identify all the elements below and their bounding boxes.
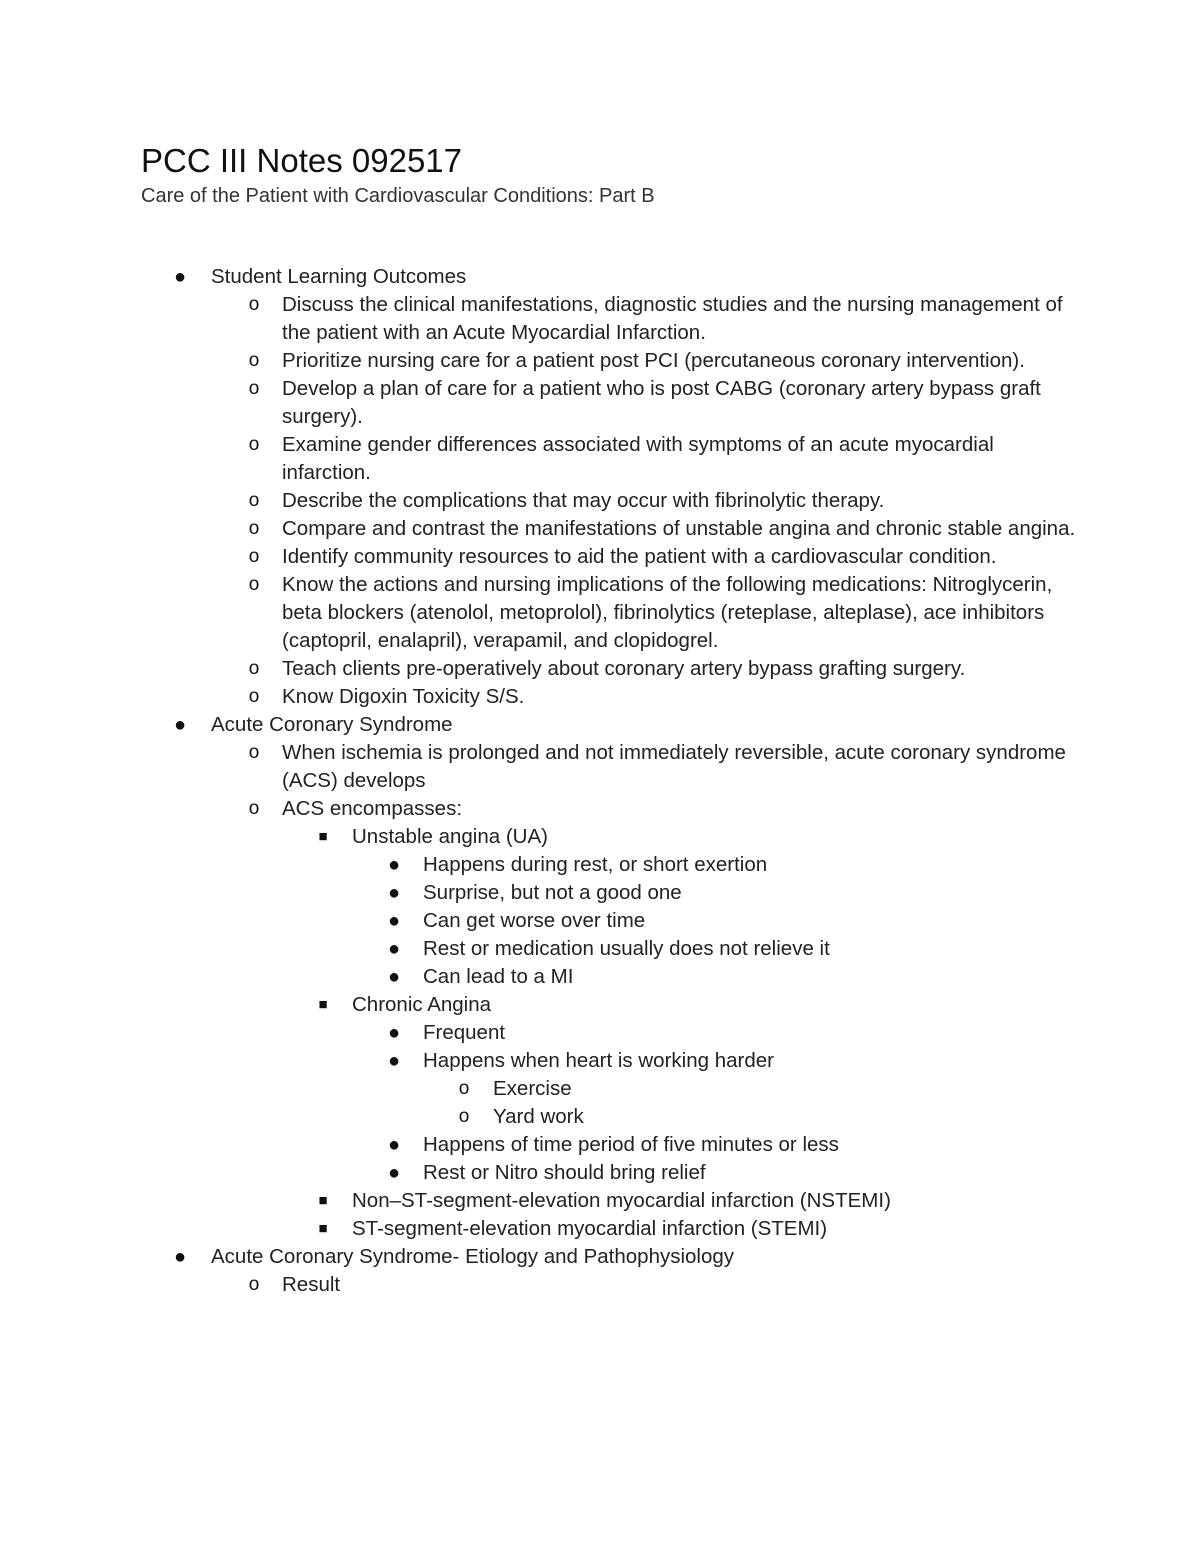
list-item-text: Acute Coronary Syndrome [211,713,453,736]
list-item-level-2 [0,347,1100,375]
bullet-icon: ● [173,714,187,736]
page-title: PCC III Notes 092517 [141,142,463,179]
list-item-level-3 [0,823,1100,851]
circle-bullet-icon: o [248,798,260,819]
list-item-text: Develop a plan of care for a patient who is post CABG (coronary artery bypass graft surgery). [282,377,1041,428]
list-item-level-4 [0,963,1100,991]
list-item-level-5 [0,1075,1100,1103]
list-item-text: ST-segment-elevation myocardial infarction (STEMI) [352,1217,828,1240]
list-item-text: Happens when heart is working harder [423,1049,774,1072]
list-item-level-5 [0,1103,1100,1131]
bullet-icon: ● [173,1246,187,1268]
list-item-text: Happens during rest, or short exertion [423,853,768,876]
list-item-text: Prioritize nursing care for a patient post PCI (percutaneous coronary intervention). [282,349,1025,372]
bullet-icon: ● [387,1162,401,1184]
list-item-text: Compare and contrast the manifestations of unstable angina and chronic stable angina. [282,517,1076,540]
list-item-text: Rest or medication usually does not relieve it [423,937,830,960]
circle-bullet-icon: o [248,658,260,679]
list-item-text: Examine gender differences associated with symptoms of an acute myocardial infarction. [282,433,994,484]
square-bullet-icon: ■ [318,828,328,845]
list-item-text: Can get worse over time [423,909,646,932]
list-item-text: Non–ST-segment-elevation myocardial infarction (NSTEMI) [352,1189,891,1212]
list-item-text: Surprise, but not a good one [423,881,682,904]
list-item-level-1 [0,263,1100,291]
bullet-icon: ● [387,854,401,876]
list-item-text: Know Digoxin Toxicity S/S. [282,685,525,708]
list-item-text: Discuss the clinical manifestations, diagnostic studies and the nursing management of the patient with an Acute Myocardial Infarction. [282,293,1063,344]
bullet-icon: ● [387,1050,401,1072]
list-item-level-2 [0,375,1100,431]
list-item-level-2 [0,543,1100,571]
list-item-text: ACS encompasses: [282,797,463,820]
bullet-icon: ● [387,1022,401,1044]
list-item-text: Exercise [493,1077,572,1100]
list-item-text: Describe the complications that may occur with fibrinolytic therapy. [282,489,885,512]
circle-bullet-icon: o [248,574,260,595]
list-item-level-4 [0,879,1100,907]
square-bullet-icon: ■ [318,996,328,1013]
circle-bullet-icon: o [458,1106,470,1127]
list-item-level-4 [0,1047,1100,1075]
list-item-level-2 [0,487,1100,515]
list-item-text: Result [282,1273,341,1296]
list-item-level-3 [0,1187,1100,1215]
list-item-text: Acute Coronary Syndrome- Etiology and Pathophysiology [211,1245,735,1268]
list-item-text: Identify community resources to aid the patient with a cardiovascular condition. [282,545,997,568]
list-item-text: Unstable angina (UA) [352,825,548,848]
list-item-level-4 [0,1131,1100,1159]
circle-bullet-icon: o [248,490,260,511]
square-bullet-icon: ■ [318,1192,328,1209]
list-item-text: Student Learning Outcomes [211,265,467,288]
circle-bullet-icon: o [248,350,260,371]
circle-bullet-icon: o [248,518,260,539]
list-item-text: Know the actions and nursing implications of the following medications: Nitroglycerin, beta blockers (atenolol, metoprolol), fibrinolytics (reteplase, alteplase), ace inhibitors (captopril, enalapril), verapamil, and clopidogrel. [282,573,1053,652]
list-item-text: Happens of time period of five minutes or less [423,1133,839,1156]
bullet-icon: ● [173,266,187,288]
list-item-level-4 [0,935,1100,963]
list-item-level-2 [0,431,1100,487]
circle-bullet-icon: o [248,686,260,707]
list-item-level-3 [0,991,1100,1019]
bullet-icon: ● [387,966,401,988]
notes-outline [0,263,1100,1299]
list-item-level-2 [0,571,1100,655]
page-subtitle: Care of the Patient with Cardiovascular Conditions: Part B [141,185,655,207]
circle-bullet-icon: o [248,294,260,315]
list-item-level-2 [0,1271,1100,1299]
circle-bullet-icon: o [248,378,260,399]
circle-bullet-icon: o [248,742,260,763]
bullet-icon: ● [387,1134,401,1156]
list-item-text: Frequent [423,1021,506,1044]
list-item-level-4 [0,907,1100,935]
list-item-text: When ischemia is prolonged and not immediately reversible, acute coronary syndrome (ACS) develops [282,741,1066,792]
square-bullet-icon: ■ [318,1220,328,1237]
list-item-text: Rest or Nitro should bring relief [423,1161,706,1184]
list-item-text: Chronic Angina [352,993,492,1016]
bullet-icon: ● [387,938,401,960]
list-item-level-4 [0,851,1100,879]
list-item-level-2 [0,795,1100,823]
bullet-icon: ● [387,910,401,932]
circle-bullet-icon: o [248,546,260,567]
list-item-text: Teach clients pre-operatively about coronary artery bypass grafting surgery. [282,657,966,680]
list-item-level-2 [0,291,1100,347]
list-item-text: Can lead to a MI [423,965,574,988]
list-item-level-4 [0,1019,1100,1047]
list-item-text: Yard work [493,1105,584,1128]
list-item-level-2 [0,655,1100,683]
circle-bullet-icon: o [248,434,260,455]
circle-bullet-icon: o [458,1078,470,1099]
list-item-level-1 [0,711,1100,739]
circle-bullet-icon: o [248,1274,260,1295]
bullet-icon: ● [387,882,401,904]
list-item-level-2 [0,739,1100,795]
list-item-level-1 [0,1243,1100,1271]
list-item-level-2 [0,683,1100,711]
list-item-level-4 [0,1159,1100,1187]
list-item-level-3 [0,1215,1100,1243]
list-item-level-2 [0,515,1100,543]
